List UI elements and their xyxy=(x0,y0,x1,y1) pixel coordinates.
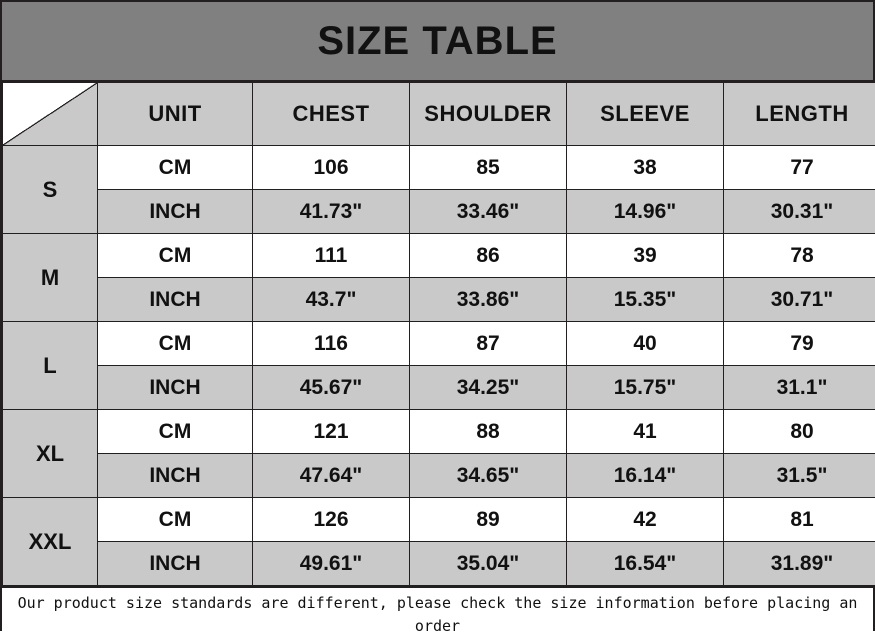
length-inch-xl: 31.5" xyxy=(724,454,875,498)
shoulder-cm-xxl: 89 xyxy=(410,498,567,542)
diagonal-divider-icon xyxy=(3,83,97,145)
table-row xyxy=(3,146,875,190)
chest-inch-xxl: 49.61" xyxy=(253,542,410,586)
unit-label-cm: CM xyxy=(98,498,253,542)
length-inch-s: 30.31" xyxy=(724,190,875,234)
size-label-l: L xyxy=(3,322,98,410)
column-header-sleeve: SLEEVE xyxy=(567,83,724,146)
title-bar xyxy=(2,2,873,82)
sleeve-cm-xl: 41 xyxy=(567,410,724,454)
table-body xyxy=(3,146,875,586)
shoulder-cm-l: 87 xyxy=(410,322,567,366)
length-inch-m: 30.71" xyxy=(724,278,875,322)
table-row xyxy=(3,234,875,278)
length-inch-l: 31.1" xyxy=(724,366,875,410)
chest-inch-xl: 47.64" xyxy=(253,454,410,498)
sleeve-inch-xl: 16.14" xyxy=(567,454,724,498)
table-row xyxy=(3,278,875,322)
size-label-s: S xyxy=(3,146,98,234)
unit-label-inch: INCH xyxy=(98,190,253,234)
shoulder-inch-xl: 34.65" xyxy=(410,454,567,498)
unit-label-inch: INCH xyxy=(98,366,253,410)
column-header-unit: UNIT xyxy=(98,83,253,146)
footer-note-text: Our product size standards are different, please check the size information before placing an order xyxy=(16,592,859,637)
sleeve-inch-s: 14.96" xyxy=(567,190,724,234)
column-header-shoulder: SHOULDER xyxy=(410,83,567,146)
length-cm-s: 77 xyxy=(724,146,875,190)
column-header-chest: CHEST xyxy=(253,83,410,146)
column-header-length: LENGTH xyxy=(724,83,875,146)
shoulder-cm-xl: 88 xyxy=(410,410,567,454)
unit-label-inch: INCH xyxy=(98,278,253,322)
length-cm-xxl: 81 xyxy=(724,498,875,542)
footer-note xyxy=(2,586,873,641)
table-row xyxy=(3,498,875,542)
length-cm-xl: 80 xyxy=(724,410,875,454)
unit-label-cm: CM xyxy=(98,322,253,366)
header-row xyxy=(3,83,875,146)
length-cm-l: 79 xyxy=(724,322,875,366)
sleeve-cm-xxl: 42 xyxy=(567,498,724,542)
table-row xyxy=(3,542,875,586)
shoulder-inch-s: 33.46" xyxy=(410,190,567,234)
table-row xyxy=(3,322,875,366)
sleeve-inch-l: 15.75" xyxy=(567,366,724,410)
unit-label-cm: CM xyxy=(98,410,253,454)
sleeve-cm-s: 38 xyxy=(567,146,724,190)
page-title: SIZE TABLE xyxy=(317,19,557,64)
shoulder-cm-m: 86 xyxy=(410,234,567,278)
length-inch-xxl: 31.89" xyxy=(724,542,875,586)
chest-cm-l: 116 xyxy=(253,322,410,366)
length-cm-m: 78 xyxy=(724,234,875,278)
chest-inch-m: 43.7" xyxy=(253,278,410,322)
sleeve-inch-m: 15.35" xyxy=(567,278,724,322)
table-row xyxy=(3,454,875,498)
shoulder-cm-s: 85 xyxy=(410,146,567,190)
size-label-xxl: XXL xyxy=(3,498,98,586)
size-label-m: M xyxy=(3,234,98,322)
shoulder-inch-xxl: 35.04" xyxy=(410,542,567,586)
table-row xyxy=(3,366,875,410)
corner-cell xyxy=(3,83,98,146)
shoulder-inch-l: 34.25" xyxy=(410,366,567,410)
unit-label-cm: CM xyxy=(98,234,253,278)
unit-label-inch: INCH xyxy=(98,542,253,586)
shoulder-inch-m: 33.86" xyxy=(410,278,567,322)
sleeve-inch-xxl: 16.54" xyxy=(567,542,724,586)
chest-cm-m: 111 xyxy=(253,234,410,278)
table-row xyxy=(3,410,875,454)
table-header xyxy=(3,83,875,146)
unit-label-cm: CM xyxy=(98,146,253,190)
chest-inch-s: 41.73" xyxy=(253,190,410,234)
chest-cm-s: 106 xyxy=(253,146,410,190)
chest-inch-l: 45.67" xyxy=(253,366,410,410)
size-table xyxy=(2,82,875,586)
table-row xyxy=(3,190,875,234)
sleeve-cm-m: 39 xyxy=(567,234,724,278)
chest-cm-xl: 121 xyxy=(253,410,410,454)
sleeve-cm-l: 40 xyxy=(567,322,724,366)
unit-label-inch: INCH xyxy=(98,454,253,498)
size-label-xl: XL xyxy=(3,410,98,498)
chest-cm-xxl: 126 xyxy=(253,498,410,542)
